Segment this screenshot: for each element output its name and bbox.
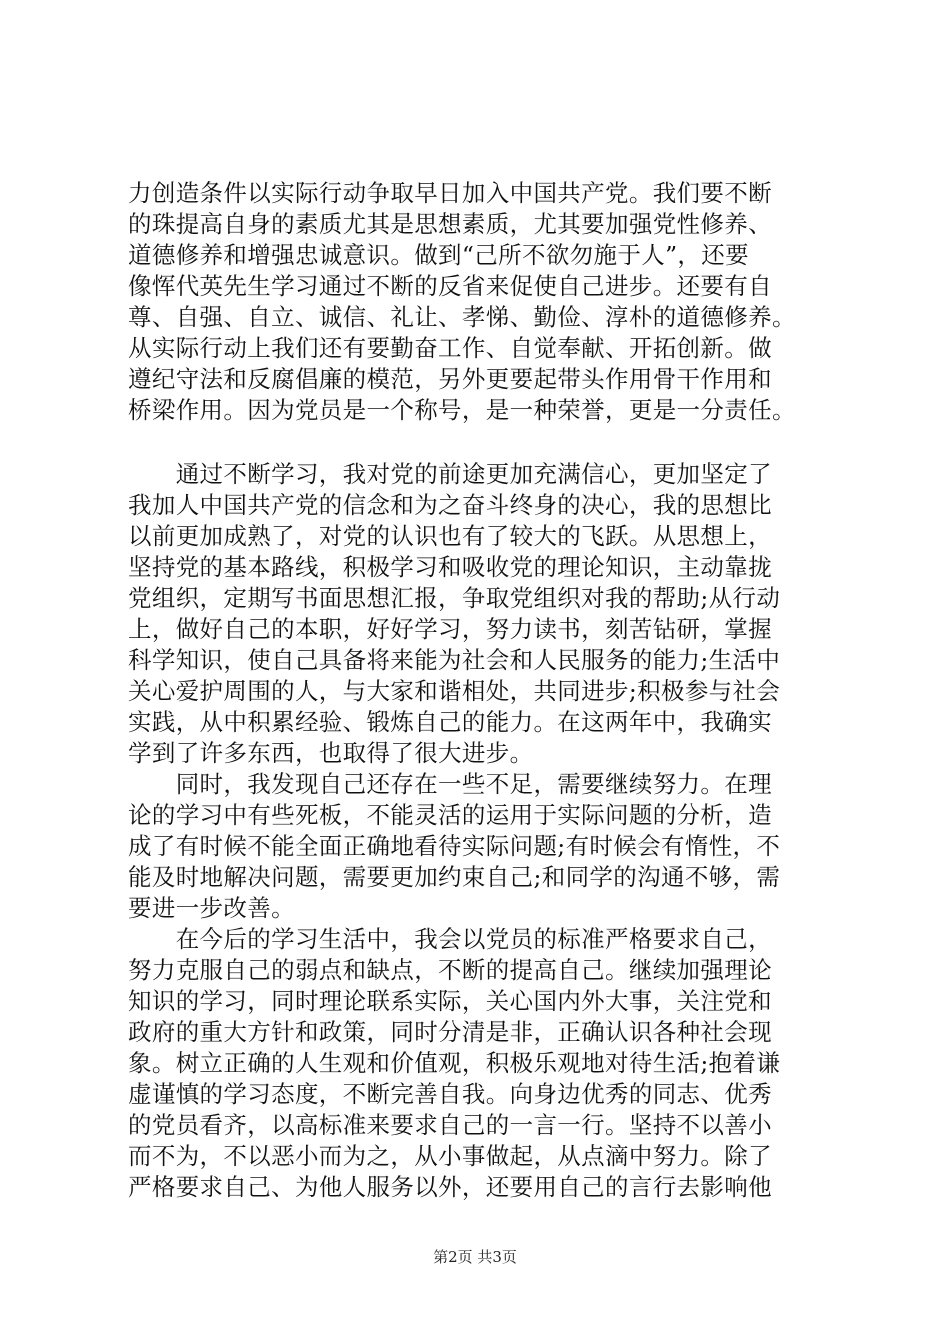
text-line: 党组织，定期写书面思想汇报，争取党组织对我的帮助;从行动 (128, 584, 781, 612)
text-line: 通过不断学习，我对党的前途更加充满信心，更加坚定了 (128, 460, 772, 488)
text-line: 尊、自强、自立、诚信、礼让、孝悌、勤俭、淳朴的道德修养。 (128, 303, 796, 331)
text-line: 以前更加成熟了，对党的认识也有了较大的飞跃。从思想上， (128, 522, 772, 550)
text-line: 科学知识，使自己具备将来能为社会和人民服务的能力;生活中 (128, 646, 781, 674)
text-line: 努力克服自己的弱点和缺点，不断的提高自己。继续加强理论 (128, 956, 772, 984)
text-line: 遵纪守法和反腐倡廉的模范，另外更要起带头作用骨干作用和 (128, 365, 772, 393)
text-line: 而不为，不以恶小而为之，从小事做起，从点滴中努力。除了 (128, 1142, 772, 1170)
text-line: 桥梁作用。因为党员是一个称号，是一种荣誉，更是一分责任。 (128, 396, 796, 424)
page-number-footer: 第2页 共3页 (433, 1248, 517, 1266)
text-line: 实践，从中积累经验、锻炼自己的能力。在这两年中，我确实 (128, 708, 772, 736)
text-line: 要进一步改善。 (128, 894, 295, 922)
text-line: 严格要求自己、为他人服务以外，还要用自己的言行去影响他 (128, 1173, 772, 1201)
text-line: 成了有时候不能全面正确地看待实际问题;有时候会有惰性，不 (128, 832, 781, 860)
text-line: 论的学习中有些死板，不能灵活的运用于实际问题的分析，造 (128, 801, 772, 829)
text-line: 学到了许多东西，也取得了很大进步。 (128, 739, 534, 767)
text-line: 的珠提高自身的素质尤其是思想素质，尤其要加强党性修养、 (128, 210, 772, 238)
text-line: 道德修养和增强忠诚意识。做到“己所不欲勿施于人”，还要 (128, 241, 749, 269)
text-line: 象。树立正确的人生观和价值观，积极乐观地对待生活;抱着谦 (128, 1049, 781, 1077)
text-line: 坚持党的基本路线，积极学习和吸收党的理论知识，主动靠拢 (128, 553, 772, 581)
text-line: 政府的重大方针和政策，同时分清是非，正确认识各种社会现 (128, 1018, 772, 1046)
text-line: 同时，我发现自己还存在一些不足，需要继续努力。在理 (128, 770, 772, 798)
text-line: 虚谨慎的学习态度，不断完善自我。向身边优秀的同志、优秀 (128, 1080, 772, 1108)
text-line: 我加人中国共产党的信念和为之奋斗终身的决心，我的思想比 (128, 491, 772, 519)
text-line: 从实际行动上我们还有要勤奋工作、自觉奉献、开拓创新。做 (128, 334, 772, 362)
text-line: 在今后的学习生活中，我会以党员的标准严格要求自己， (128, 925, 772, 953)
text-line: 能及时地解决问题，需要更加约束自己;和同学的沟通不够，需 (128, 863, 781, 891)
text-line: 像恽代英先生学习通过不断的反省来促使自己进步。还要有自 (128, 272, 772, 300)
text-line: 关心爱护周围的人，与大家和谐相处，共同进步;积极参与社会 (128, 677, 781, 705)
text-line: 的党员看齐，以高标准来要求自己的一言一行。坚持不以善小 (128, 1111, 772, 1139)
text-line: 上，做好自己的本职，好好学习，努力读书，刻苦钻研，掌握 (128, 615, 772, 643)
text-line: 知识的学习，同时理论联系实际，关心国内外大事，关注党和 (128, 987, 772, 1015)
text-line: 力创造条件以实际行动争取早日加入中国共产党。我们要不断 (128, 179, 772, 207)
